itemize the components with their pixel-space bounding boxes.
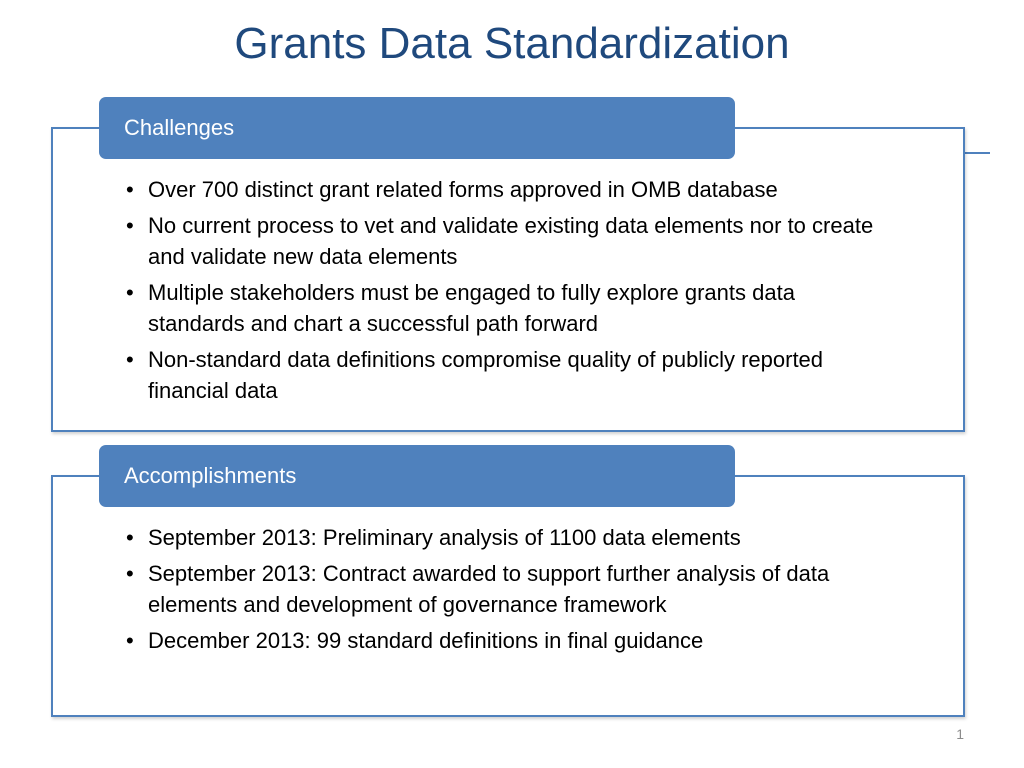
list-item-text: No current process to vet and validate existing data elements nor to create and validate new data elements (148, 213, 874, 269)
list-item-text: Multiple stakeholders must be engaged to fully explore grants data standards and chart a successful path forward (148, 280, 795, 336)
challenges-heading: Challenges (99, 97, 735, 159)
bullet-icon: • (126, 628, 134, 653)
accomplishments-heading: Accomplishments (99, 445, 735, 507)
list-item (122, 625, 912, 656)
challenges-list (122, 174, 912, 411)
bullet-icon: • (126, 347, 134, 372)
list-item (122, 174, 912, 205)
bullet-icon: • (126, 213, 134, 238)
list-item (122, 277, 888, 339)
list-item (122, 344, 888, 406)
bullet-icon: • (126, 177, 134, 202)
page-number: 1 (956, 726, 964, 742)
list-item (122, 522, 912, 553)
bullet-icon: • (126, 561, 134, 586)
decorative-line (965, 152, 990, 154)
bullet-icon: • (126, 280, 134, 305)
list-item-text: December 2013: 99 standard definitions in final guidance (148, 628, 704, 653)
list-item (122, 558, 888, 620)
list-item-text: Over 700 distinct grant related forms approved in OMB database (148, 177, 778, 202)
accomplishments-list (122, 522, 912, 661)
slide-title: Grants Data Standardization (234, 19, 790, 68)
list-item-text: September 2013: Contract awarded to support further analysis of data elements and development of governance framework (148, 561, 830, 617)
list-item (122, 210, 888, 272)
bullet-icon: • (126, 525, 134, 550)
list-item-text: Non-standard data definitions compromise quality of publicly reported financial data (148, 347, 824, 403)
list-item-text: September 2013: Preliminary analysis of 1100 data elements (148, 525, 741, 550)
